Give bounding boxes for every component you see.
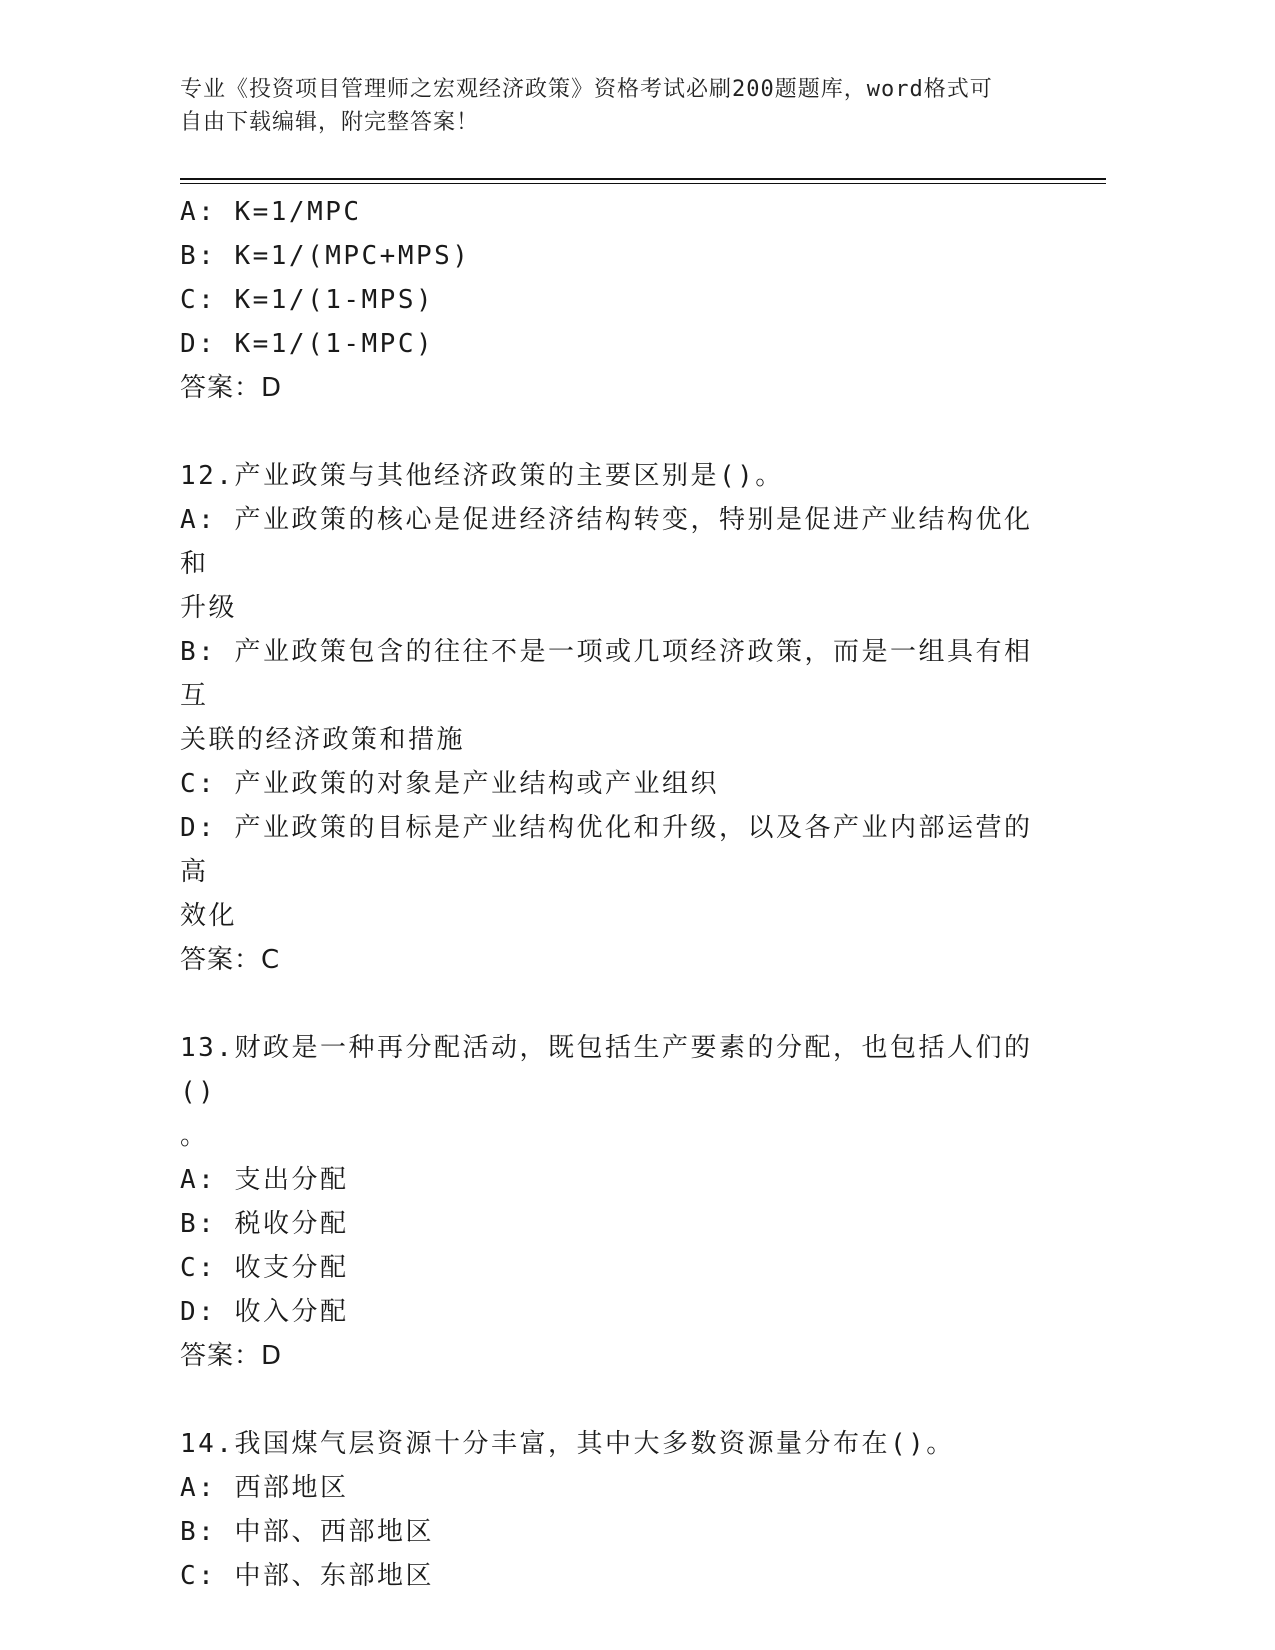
option-d-cont: 效化 [180,901,238,931]
option-a: A: 支出分配 [180,1165,349,1195]
question-14 [180,1422,1040,1598]
option-d: D: 产业政策的目标是产业结构优化和升级，以及各产业内部运营的高 [180,813,1033,887]
option-c: C: K=1/(1-MPS) [180,285,435,315]
header-divider-thin [180,183,1106,184]
header-line-1: 专业《投资项目管理师之宏观经济政策》资格考试必刷200题题库，word格式可 [180,77,993,102]
question-text: 13.财政是一种再分配活动，既包括生产要素的分配，也包括人们的() [180,1033,1033,1107]
option-c: C: 中部、东部地区 [180,1561,434,1591]
option-c: C: 产业政策的对象是产业结构或产业组织 [180,769,719,799]
option-d: D: K=1/(1-MPC) [180,329,435,359]
option-b-cont: 关联的经济政策和措施 [180,725,466,755]
option-a-cont: 升级 [180,593,238,623]
option-b: B: 中部、西部地区 [180,1517,434,1547]
question-text-cont: 。 [180,1121,209,1151]
answer: 答案：D [180,1341,283,1371]
option-a: A: 西部地区 [180,1473,349,1503]
answer: 答案：D [180,373,283,403]
question-list [180,190,1040,1598]
question-13 [180,1026,1040,1378]
question-text: 12.产业政策与其他经济政策的主要区别是()。 [180,461,784,491]
option-b: B: 产业政策包含的往往不是一项或几项经济政策，而是一组具有相互 [180,637,1033,711]
option-c: C: 收支分配 [180,1253,349,1283]
option-b: B: K=1/(MPC+MPS) [180,241,471,271]
option-a: A: 产业政策的核心是促进经济结构转变，特别是促进产业结构优化和 [180,505,1033,579]
question-text: 14.我国煤气层资源十分丰富，其中大多数资源量分布在()。 [180,1429,955,1459]
answer: 答案：C [180,945,281,975]
question-11 [180,190,1040,410]
spacer [180,1378,1040,1422]
option-d: D: 收入分配 [180,1297,349,1327]
header-divider-thick [180,178,1106,180]
option-a: A: K=1/MPC [180,197,362,227]
document-header [180,73,1040,139]
option-b: B: 税收分配 [180,1209,349,1239]
header-line-2: 自由下载编辑，附完整答案！ [180,110,480,135]
question-12 [180,454,1040,982]
spacer [180,410,1040,454]
spacer [180,982,1040,1026]
